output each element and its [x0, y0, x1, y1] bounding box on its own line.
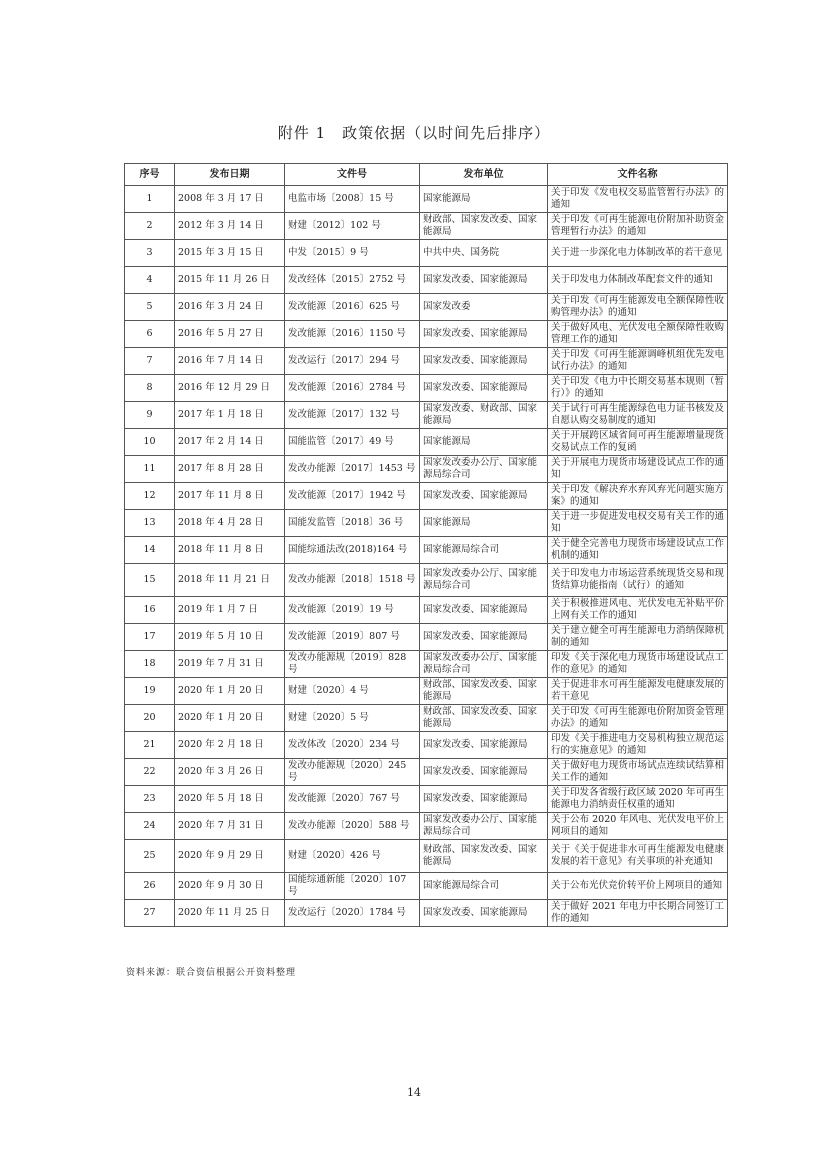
- cell-doc-number: 发改办能源〔2017〕1453 号: [285, 456, 420, 483]
- cell-date: 2016 年 7 月 14 日: [175, 348, 285, 375]
- cell-doc-name: 关于做好电力现货市场试点连续试结算相关工作的通知: [548, 759, 728, 786]
- cell-date: 2020 年 7 月 31 日: [175, 813, 285, 840]
- cell-doc-name: 关于印发《可再生能源发电全额保障性收购管理办法》的通知: [548, 294, 728, 321]
- cell-doc-number: 财建〔2020〕426 号: [285, 840, 420, 873]
- cell-doc-number: 国能综通新能〔2020〕107 号: [285, 873, 420, 900]
- cell-doc-number: 发改办能源规〔2019〕828 号: [285, 651, 420, 678]
- cell-issuer: 国家发改委、国家能源局: [420, 597, 548, 624]
- cell-doc-number: 发改办能源〔2020〕588 号: [285, 813, 420, 840]
- cell-no: 16: [125, 597, 175, 624]
- cell-doc-number: 电监市场〔2008〕15 号: [285, 186, 420, 213]
- cell-no: 9: [125, 402, 175, 429]
- table-row: [125, 732, 728, 759]
- cell-doc-name: 关于积极推进风电、光伏发电无补贴平价上网有关工作的通知: [548, 597, 728, 624]
- cell-date: 2019 年 1 月 7 日: [175, 597, 285, 624]
- table-row: [125, 759, 728, 786]
- cell-doc-number: 财建〔2020〕4 号: [285, 678, 420, 705]
- table-row: [125, 267, 728, 294]
- cell-no: 8: [125, 375, 175, 402]
- policy-table: [124, 163, 728, 927]
- table-row: [125, 564, 728, 597]
- header-doc-number: 文件号: [285, 164, 420, 186]
- cell-no: 27: [125, 900, 175, 927]
- cell-doc-name: 关于做好风电、光伏发电全额保障性收购管理工作的通知: [548, 321, 728, 348]
- cell-no: 26: [125, 873, 175, 900]
- cell-issuer: 财政部、国家发改委、国家能源局: [420, 678, 548, 705]
- cell-doc-number: 发改能源〔2016〕1150 号: [285, 321, 420, 348]
- cell-issuer: 国家发改委办公厅、国家能源局综合司: [420, 564, 548, 597]
- cell-doc-name: 印发《关于推进电力交易机构独立规范运行的实施意见》的通知: [548, 732, 728, 759]
- cell-doc-name: 关于建立健全可再生能源电力消纳保障机制的通知: [548, 624, 728, 651]
- cell-doc-name: 印发《关于深化电力现货市场建设试点工作的意见》的通知: [548, 651, 728, 678]
- cell-issuer: 国家能源局: [420, 186, 548, 213]
- table-row: [125, 375, 728, 402]
- cell-issuer: 财政部、国家发改委、国家能源局: [420, 705, 548, 732]
- cell-doc-number: 发改能源〔2017〕132 号: [285, 402, 420, 429]
- cell-issuer: 国家发改委、国家能源局: [420, 732, 548, 759]
- cell-issuer: 国家发改委、国家能源局: [420, 759, 548, 786]
- cell-no: 23: [125, 786, 175, 813]
- cell-date: 2019 年 7 月 31 日: [175, 651, 285, 678]
- cell-doc-name: 关于印发电力体制改革配套文件的通知: [548, 267, 728, 294]
- cell-no: 3: [125, 240, 175, 267]
- cell-doc-name: 关于印发《可再生能源调峰机组优先发电试行办法》的通知: [548, 348, 728, 375]
- cell-doc-name: 关于健全完善电力现货市场建设试点工作机制的通知: [548, 537, 728, 564]
- header-issuer: 发布单位: [420, 164, 548, 186]
- cell-doc-name: 关于试行可再生能源绿色电力证书核发及自愿认购交易制度的通知: [548, 402, 728, 429]
- cell-date: 2017 年 8 月 28 日: [175, 456, 285, 483]
- cell-doc-number: 发改能源〔2016〕625 号: [285, 294, 420, 321]
- cell-doc-number: 发改能源〔2019〕807 号: [285, 624, 420, 651]
- cell-doc-name: 关于《关于促进非水可再生能源发电健康发展的若干意见》有关事项的补充通知: [548, 840, 728, 873]
- cell-doc-name: 关于公布光伏竞价转平价上网项目的通知: [548, 873, 728, 900]
- cell-doc-name: 关于印发《电力中长期交易基本规则（暂行）》的通知: [548, 375, 728, 402]
- cell-date: 2020 年 11 月 25 日: [175, 900, 285, 927]
- table-row: [125, 786, 728, 813]
- table-header-row: [125, 164, 728, 186]
- cell-date: 2016 年 5 月 27 日: [175, 321, 285, 348]
- cell-doc-name: 关于进一步深化电力体制改革的若干意见: [548, 240, 728, 267]
- cell-issuer: 国家发改委、国家能源局: [420, 348, 548, 375]
- cell-doc-number: 发改能源〔2019〕19 号: [285, 597, 420, 624]
- cell-issuer: 国家发改委、国家能源局: [420, 900, 548, 927]
- cell-issuer: 国家发改委: [420, 294, 548, 321]
- cell-issuer: 财政部、国家发改委、国家能源局: [420, 213, 548, 240]
- table-row: [125, 678, 728, 705]
- cell-doc-number: 财建〔2020〕5 号: [285, 705, 420, 732]
- cell-no: 4: [125, 267, 175, 294]
- cell-issuer: 国家发改委、国家能源局: [420, 321, 548, 348]
- cell-doc-name: 关于公布 2020 年风电、光伏发电平价上网项目的通知: [548, 813, 728, 840]
- table-row: [125, 840, 728, 873]
- cell-doc-number: 国能综通法改(2018)164 号: [285, 537, 420, 564]
- cell-no: 14: [125, 537, 175, 564]
- cell-doc-name: 关于进一步促进发电权交易有关工作的通知: [548, 510, 728, 537]
- cell-date: 2017 年 11 月 8 日: [175, 483, 285, 510]
- cell-issuer: 国家能源局: [420, 429, 548, 456]
- table-row: [125, 429, 728, 456]
- cell-doc-number: 发改体改〔2020〕234 号: [285, 732, 420, 759]
- cell-date: 2015 年 11 月 26 日: [175, 267, 285, 294]
- table-row: [125, 624, 728, 651]
- cell-issuer: 国家发改委、国家能源局: [420, 267, 548, 294]
- cell-issuer: 国家能源局综合司: [420, 537, 548, 564]
- cell-doc-number: 发改运行〔2020〕1784 号: [285, 900, 420, 927]
- cell-no: 5: [125, 294, 175, 321]
- cell-issuer: 中共中央、国务院: [420, 240, 548, 267]
- cell-no: 11: [125, 456, 175, 483]
- cell-date: 2020 年 5 月 18 日: [175, 786, 285, 813]
- table-row: [125, 900, 728, 927]
- cell-no: 12: [125, 483, 175, 510]
- table-row: [125, 456, 728, 483]
- cell-doc-number: 发改能源〔2016〕2784 号: [285, 375, 420, 402]
- cell-doc-number: 发改办能源规〔2020〕245 号: [285, 759, 420, 786]
- cell-date: 2020 年 3 月 26 日: [175, 759, 285, 786]
- cell-no: 25: [125, 840, 175, 873]
- cell-issuer: 国家发改委、国家能源局: [420, 483, 548, 510]
- cell-issuer: 国家发改委办公厅、国家能源局综合司: [420, 456, 548, 483]
- table-row: [125, 510, 728, 537]
- cell-no: 20: [125, 705, 175, 732]
- cell-doc-number: 国能监管〔2017〕49 号: [285, 429, 420, 456]
- cell-issuer: 国家发改委办公厅、国家能源局综合司: [420, 813, 548, 840]
- cell-no: 10: [125, 429, 175, 456]
- cell-doc-name: 关于印发《解决弃水弃风弃光问题实施方案》的通知: [548, 483, 728, 510]
- table-row: [125, 537, 728, 564]
- cell-doc-name: 关于做好 2021 年电力中长期合同签订工作的通知: [548, 900, 728, 927]
- cell-date: 2016 年 3 月 24 日: [175, 294, 285, 321]
- table-body: [125, 186, 728, 927]
- cell-doc-name: 关于促进非水可再生能源发电健康发展的若干意见: [548, 678, 728, 705]
- cell-doc-number: 发改运行〔2017〕294 号: [285, 348, 420, 375]
- cell-date: 2012 年 3 月 14 日: [175, 213, 285, 240]
- cell-date: 2020 年 1 月 20 日: [175, 705, 285, 732]
- cell-issuer: 国家能源局综合司: [420, 873, 548, 900]
- cell-issuer: 财政部、国家发改委、国家能源局: [420, 840, 548, 873]
- cell-date: 2020 年 9 月 29 日: [175, 840, 285, 873]
- cell-no: 21: [125, 732, 175, 759]
- header-date: 发布日期: [175, 164, 285, 186]
- cell-date: 2020 年 2 月 18 日: [175, 732, 285, 759]
- table-row: [125, 813, 728, 840]
- cell-doc-number: 中发〔2015〕9 号: [285, 240, 420, 267]
- cell-issuer: 国家发改委、国家能源局: [420, 375, 548, 402]
- cell-issuer: 国家发改委办公厅、国家能源局综合司: [420, 651, 548, 678]
- cell-no: 1: [125, 186, 175, 213]
- cell-doc-number: 国能发监管〔2018〕36 号: [285, 510, 420, 537]
- cell-doc-name: 关于印发各省级行政区域 2020 年可再生能源电力消纳责任权重的通知: [548, 786, 728, 813]
- cell-doc-number: 发改能源〔2020〕767 号: [285, 786, 420, 813]
- table-row: [125, 873, 728, 900]
- cell-date: 2019 年 5 月 10 日: [175, 624, 285, 651]
- cell-issuer: 国家发改委、国家能源局: [420, 786, 548, 813]
- cell-date: 2018 年 11 月 21 日: [175, 564, 285, 597]
- cell-no: 13: [125, 510, 175, 537]
- source-note: 资料来源：联合资信根据公开资料整理: [126, 968, 297, 978]
- cell-date: 2017 年 2 月 14 日: [175, 429, 285, 456]
- header-doc-name: 文件名称: [548, 164, 728, 186]
- cell-date: 2018 年 11 月 8 日: [175, 537, 285, 564]
- document-title: 附件 1 政策依据（以时间先后排序）: [277, 124, 551, 142]
- cell-doc-name: 关于开展跨区域省间可再生能源增量现货交易试点工作的复函: [548, 429, 728, 456]
- cell-issuer: 国家能源局: [420, 510, 548, 537]
- table-row: [125, 321, 728, 348]
- page-number: 14: [407, 1086, 421, 1099]
- table-row: [125, 294, 728, 321]
- cell-date: 2020 年 9 月 30 日: [175, 873, 285, 900]
- cell-no: 2: [125, 213, 175, 240]
- cell-doc-name: 关于印发《可再生能源电价附加补助资金管理暂行办法》的通知: [548, 213, 728, 240]
- cell-doc-number: 发改能源〔2017〕1942 号: [285, 483, 420, 510]
- cell-doc-number: 财建〔2012〕102 号: [285, 213, 420, 240]
- cell-no: 15: [125, 564, 175, 597]
- cell-no: 6: [125, 321, 175, 348]
- table-row: [125, 651, 728, 678]
- cell-doc-name: 关于开展电力现货市场建设试点工作的通知: [548, 456, 728, 483]
- cell-date: 2018 年 4 月 28 日: [175, 510, 285, 537]
- table-row: [125, 705, 728, 732]
- table-row: [125, 348, 728, 375]
- table-row: [125, 483, 728, 510]
- cell-doc-name: 关于印发电力市场运营系统现货交易和现货结算功能指南（试行）的通知: [548, 564, 728, 597]
- table-row: [125, 186, 728, 213]
- table-row: [125, 240, 728, 267]
- cell-doc-number: 发改经体〔2015〕2752 号: [285, 267, 420, 294]
- cell-no: 18: [125, 651, 175, 678]
- cell-date: 2020 年 1 月 20 日: [175, 678, 285, 705]
- cell-issuer: 国家发改委、国家能源局: [420, 624, 548, 651]
- cell-no: 24: [125, 813, 175, 840]
- table-row: [125, 597, 728, 624]
- cell-date: 2008 年 3 月 17 日: [175, 186, 285, 213]
- cell-doc-number: 发改办能源〔2018〕1518 号: [285, 564, 420, 597]
- table-row: [125, 402, 728, 429]
- table-row: [125, 213, 728, 240]
- cell-no: 22: [125, 759, 175, 786]
- header-no: 序号: [125, 164, 175, 186]
- cell-issuer: 国家发改委、财政部、国家能源局: [420, 402, 548, 429]
- cell-no: 17: [125, 624, 175, 651]
- cell-date: 2016 年 12 月 29 日: [175, 375, 285, 402]
- cell-no: 7: [125, 348, 175, 375]
- cell-date: 2017 年 1 月 18 日: [175, 402, 285, 429]
- cell-doc-name: 关于印发《发电权交易监管暂行办法》的通知: [548, 186, 728, 213]
- cell-no: 19: [125, 678, 175, 705]
- cell-date: 2015 年 3 月 15 日: [175, 240, 285, 267]
- cell-doc-name: 关于印发《可再生能源电价附加资金管理办法》的通知: [548, 705, 728, 732]
